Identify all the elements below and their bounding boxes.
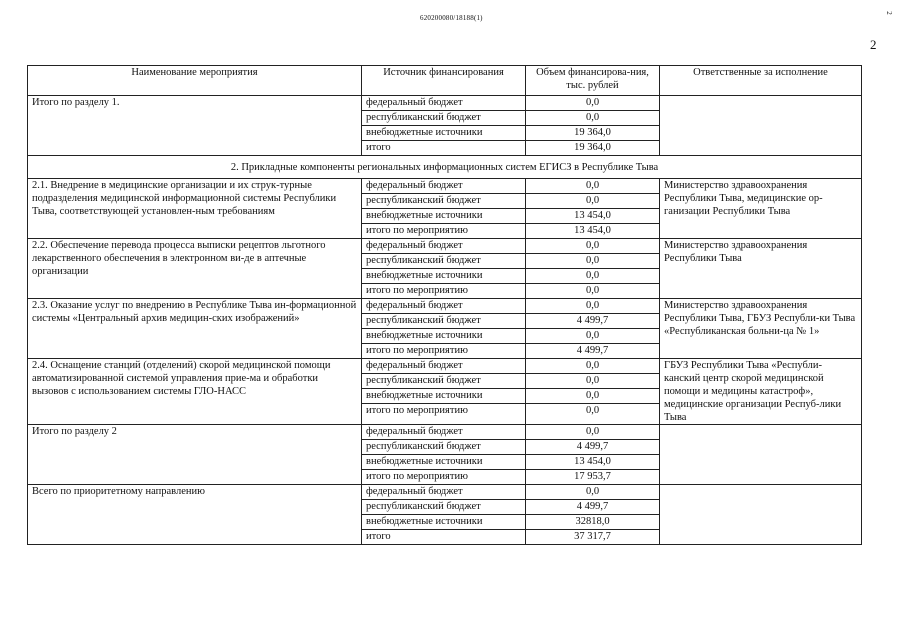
responsible-cell: Министерство здравоохранения Республики Тыва, ГБУЗ Республи-ки Тыва «Республиканская больни-ца № 1» (660, 299, 862, 359)
activity-name: 2.2. Обеспечение перевода процесса выписки рецептов льготного лекарственного обеспечения в электронном ви-де в аптечные организации (28, 239, 362, 299)
source-cell: итого по мероприятию (362, 224, 526, 239)
amount-cell: 0,0 (526, 111, 660, 126)
activity-name: 2.4. Оснащение станций (отделений) скорой медицинской помощи автоматизированной системой управления прие-ма и обработки вызовов с использованием системы ГЛО-НАСС (28, 359, 362, 425)
amount-cell: 4 499,7 (526, 344, 660, 359)
activity-name: 2.3. Оказание услуг по внедрению в Республике Тыва ин-формационной системы «Центральный архив медицин-ских изображений» (28, 299, 362, 359)
responsible-cell (660, 485, 862, 545)
source-cell: итого по мероприятию (362, 470, 526, 485)
financing-table (27, 65, 862, 545)
responsible-cell (660, 96, 862, 156)
header-source: Источник финансирования (362, 66, 526, 96)
amount-cell: 0,0 (526, 254, 660, 269)
source-cell: итого по мероприятию (362, 404, 526, 425)
amount-cell: 0,0 (526, 239, 660, 254)
source-cell: итого по мероприятию (362, 284, 526, 299)
amount-cell: 0,0 (526, 284, 660, 299)
source-cell: внебюджетные источники (362, 455, 526, 470)
header-amount: Объем финансирова-ния, тыс. рублей (526, 66, 660, 96)
amount-cell: 19 364,0 (526, 141, 660, 156)
source-cell: внебюджетные источники (362, 269, 526, 284)
source-cell: республиканский бюджет (362, 314, 526, 329)
source-cell: внебюджетные источники (362, 126, 526, 141)
corner-mark: 2 (884, 11, 893, 15)
amount-cell: 19 364,0 (526, 126, 660, 141)
source-cell: федеральный бюджет (362, 179, 526, 194)
amount-cell: 37 317,7 (526, 530, 660, 545)
table-header-row (28, 66, 862, 96)
amount-cell: 17 953,7 (526, 470, 660, 485)
section2-total-label: Итого по разделу 2 (28, 425, 362, 485)
source-cell: итого по мероприятию (362, 344, 526, 359)
source-cell: республиканский бюджет (362, 500, 526, 515)
amount-cell: 4 499,7 (526, 314, 660, 329)
amount-cell: 0,0 (526, 96, 660, 111)
section-title-row (28, 156, 862, 179)
source-cell: федеральный бюджет (362, 299, 526, 314)
source-cell: республиканский бюджет (362, 374, 526, 389)
document-id: 620200080/18188(1) (420, 14, 483, 22)
table-row (28, 299, 862, 314)
source-cell: республиканский бюджет (362, 111, 526, 126)
source-cell: федеральный бюджет (362, 239, 526, 254)
source-cell: внебюджетные источники (362, 329, 526, 344)
activity-name: 2.1. Внедрение в медицинские организации и их струк-турные подразделения медицинской информационной системы Республики Тыва, соответствующей установлен-ным требованиям (28, 179, 362, 239)
section2-title: 2. Прикладные компоненты региональных информационных систем ЕГИСЗ в Республике Тыва (28, 156, 862, 179)
header-name: Наименование мероприятия (28, 66, 362, 96)
table-row (28, 425, 862, 440)
source-cell: итого (362, 141, 526, 156)
page-number: 2 (870, 37, 877, 52)
amount-cell: 4 499,7 (526, 500, 660, 515)
source-cell: внебюджетные источники (362, 209, 526, 224)
source-cell: республиканский бюджет (362, 194, 526, 209)
amount-cell: 0,0 (526, 374, 660, 389)
amount-cell: 0,0 (526, 425, 660, 440)
grand-total-label: Всего по приоритетному направлению (28, 485, 362, 545)
source-cell: внебюджетные источники (362, 389, 526, 404)
amount-cell: 0,0 (526, 299, 660, 314)
amount-cell: 0,0 (526, 404, 660, 425)
amount-cell: 0,0 (526, 359, 660, 374)
amount-cell: 0,0 (526, 194, 660, 209)
source-cell: внебюджетные источники (362, 515, 526, 530)
amount-cell: 0,0 (526, 329, 660, 344)
amount-cell: 0,0 (526, 269, 660, 284)
source-cell: федеральный бюджет (362, 425, 526, 440)
source-cell: итого (362, 530, 526, 545)
source-cell: федеральный бюджет (362, 359, 526, 374)
amount-cell: 4 499,7 (526, 440, 660, 455)
amount-cell: 13 454,0 (526, 209, 660, 224)
table-row (28, 239, 862, 254)
table-row (28, 96, 862, 111)
amount-cell: 0,0 (526, 485, 660, 500)
amount-cell: 13 454,0 (526, 224, 660, 239)
section1-total-label: Итого по разделу 1. (28, 96, 362, 156)
amount-cell: 32818,0 (526, 515, 660, 530)
source-cell: федеральный бюджет (362, 485, 526, 500)
source-cell: республиканский бюджет (362, 254, 526, 269)
amount-cell: 0,0 (526, 389, 660, 404)
source-cell: республиканский бюджет (362, 440, 526, 455)
table-row (28, 179, 862, 194)
responsible-cell: ГБУЗ Республики Тыва «Республи-канский центр скорой медицинской помощи и медицины катастроф», медицинские организации Респуб-лики Тыва (660, 359, 862, 425)
amount-cell: 0,0 (526, 179, 660, 194)
source-cell: федеральный бюджет (362, 96, 526, 111)
header-responsible: Ответственные за исполнение (660, 66, 862, 96)
responsible-cell: Министерство здравоохранения Республики Тыва, медицинские ор-ганизации Республики Тыва (660, 179, 862, 239)
responsible-cell: Министерство здравоохранения Республики Тыва (660, 239, 862, 299)
table-row (28, 359, 862, 374)
amount-cell: 13 454,0 (526, 455, 660, 470)
responsible-cell (660, 425, 862, 485)
table-row (28, 485, 862, 500)
